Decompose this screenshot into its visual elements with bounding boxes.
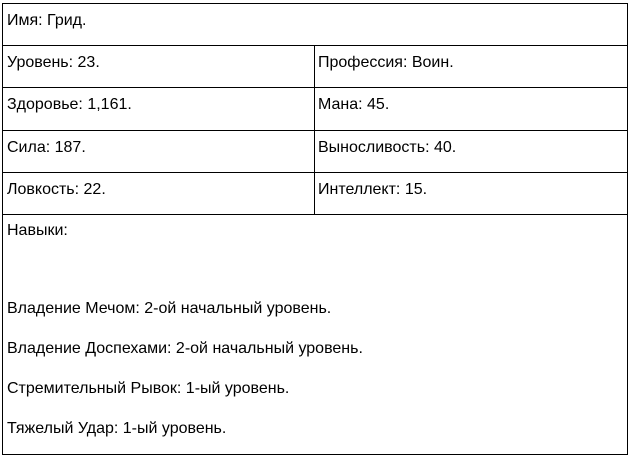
level-profession-row (3, 46, 627, 88)
intelligence-cell: Интеллект: 15. (318, 181, 428, 198)
health-mana-row (3, 88, 627, 131)
skills-title: Навыки: (7, 222, 68, 239)
agility-cell: Ловкость: 22. (3, 173, 315, 214)
health-cell: Здоровье: 1,161. (3, 88, 315, 130)
agility-intelligence-row (3, 173, 627, 215)
level-cell: Уровень: 23. (3, 46, 315, 87)
name-cell: Имя: Грид. (7, 12, 87, 29)
name-row (3, 4, 627, 46)
profession-cell: Профессия: Воин. (318, 54, 454, 71)
stamina-cell: Выносливость: 40. (318, 139, 457, 156)
strength-stamina-row (3, 131, 627, 173)
skill-item: Стремительный Рывок: 1-ый уровень. (7, 380, 290, 397)
strength-cell: Сила: 187. (3, 131, 315, 172)
mana-cell: Мана: 45. (318, 96, 390, 113)
skills-row (3, 215, 627, 454)
character-sheet-table (2, 3, 628, 455)
skill-item: Тяжелый Удар: 1-ый уровень. (7, 420, 227, 437)
skill-item: Владение Мечом: 2-ой начальный уровень. (7, 300, 332, 317)
skill-item: Владение Доспехами: 2-ой начальный уровень. (7, 340, 363, 357)
